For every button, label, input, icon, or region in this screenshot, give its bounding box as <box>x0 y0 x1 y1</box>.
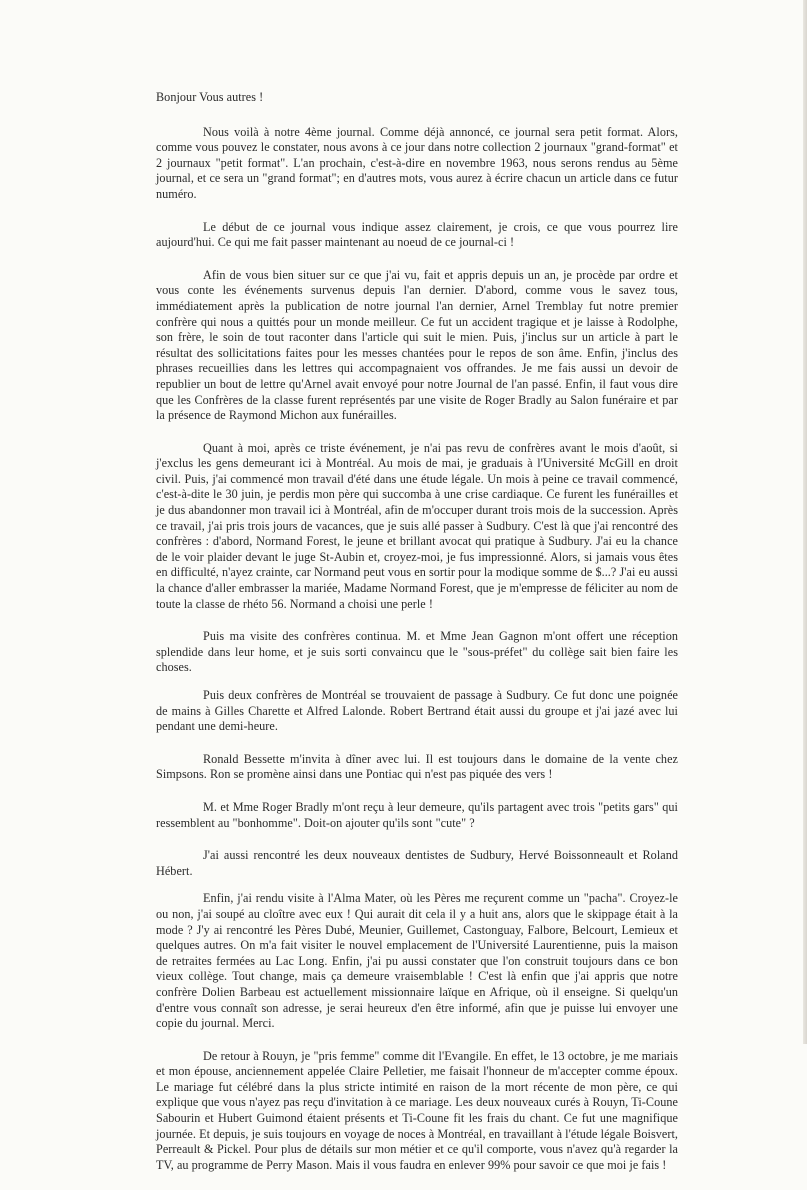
paragraph-bessette: Ronald Bessette m'invita à dîner avec lui. Il est toujours dans le domaine de la vente chez Simpsons. Ron se promène ainsi dans une Pontiac qui n'est pas piquée des vers ! <box>156 751 678 782</box>
paragraph-montreal-confreres: Puis deux confrères de Montréal se trouvaient de passage à Sudbury. Ce fut donc une poignée de mains à Gilles Charette et Alfred Lalonde. Robert Bertrand était aussi du groupe et j'ai jazé avec lui pendant une demi-heure. <box>156 688 678 734</box>
paragraph-journal-format: Nous voilà à notre 4ème journal. Comme déjà annoncé, ce journal sera petit format. Alors, comme vous pouvez le constater, nous avons à ce jour dans notre collection 2 journaux "grand-format" et 2 journaux "petit format". L'an prochain, c'est-à-dire en novembre 1963, nous serons rendus au 5ème journal, et ce sera un "grand format"; en d'autres mots, vous aurez à écrire chacun un article dans ce futur numéro. <box>156 124 678 201</box>
greeting: Bonjour Vous autres ! <box>156 90 264 104</box>
paragraph-marriage: De retour à Rouyn, je "pris femme" comme dit l'Evangile. En effet, le 13 octobre, je me mariais et mon épouse, anciennement appelée Claire Pelletier, me faisait l'honneur de m'accepter comme époux. Le mariage fut célébré dans la plus stricte intimité en raison de la mort récente de mon père, ce qui explique que vous n'ayez pas reçu d'invitation à ce mariage. Les deux nouveaux curés à Rouyn, Ti-Coune Sabourin et Hubert Guimond étaient présents et Ti-Coune fit les frais du chant. Ce fut une magnifique journée. Et depuis, je suis toujours en voyage de noces à Montréal, en travaillant à l'étude légale Boisvert, Perreault & Pickel. Pour plus de détails sur mon métier et ce qu'il comporte, vous n'avez qu'à regarder la TV, au programme de Perry Mason. Mais il vous faudra en enlever 99% pour savoir ce que moi je fais ! <box>156 1048 678 1172</box>
paragraph-dentists: J'ai aussi rencontré les deux nouveaux dentistes de Sudbury, Hervé Boissonneault et Roland Hébert. <box>156 848 678 878</box>
letter-body <box>156 90 678 1190</box>
paragraph-arnel-tremblay: Afin de vous bien situer sur ce que j'ai vu, fait et appris depuis un an, je procède par ordre et vous conte les événements survenus depuis l'an dernier. D'abord, comme vous le savez tous, immédiatement après la publication de notre journal l'an dernier, Arnel Tremblay fut notre premier confrère qui nous a quittés pour un monde meilleur. Ce fut un accident tragique et je laisse à Rodolphe, son frère, le soin de tout raconter dans l'article qui suit le mien. Puis, j'inclus sur un article à part le résultat des sollicitations faites pour les messes chantées pour le repos de son âme. Enfin, j'inclus des phrases recueillies dans les lettres qui accompagnaient vos offrandes. Je me fais aussi un devoir de republier un bout de lettre qu'Arnel avait envoyé pour notre Journal de l'an passé. Enfin, il faut vous dire que les Confrères de la classe furent représentés par une visite de Roger Bradly au Salon funéraire et par la présence de Raymond Michon aux funérailles. <box>156 267 678 423</box>
paragraph-gagnon: Puis ma visite des confrères continua. M. et Mme Jean Gagnon m'ont offert une réception splendide dans leur home, et je suis sorti convaincu que le "sous-préfet" du collège sait bien faire les choses. <box>156 629 678 675</box>
paragraph-alma-mater: Enfin, j'ai rendu visite à l'Alma Mater, où les Pères me reçurent comme un "pacha". Croyez-le ou non, j'ai soupé au cloître avec eux ! Qui aurait dit cela il y a huit ans, alors que le skippage était à la mode ? J'y ai rencontré les Pères Dubé, Meunier, Guillemet, Castonguay, Falbore, Belcourt, Lemieux et quelques autres. On m'a fait visiter le nouvel emplacement de l'Université Laurentienne, puis la maison de retraites fermées au Lac Long. Enfin, j'ai pu aussi constater que l'on construit toujours dans ce bon vieux collège. Tout change, mais ça demeure vraisemblable ! C'est là enfin que j'ai appris que notre confrère Dolien Barbeau est actuellement missionnaire laïque en Afrique, où il enseigne. Si quelqu'un d'entre vous connaît son adresse, je serai heureux d'en être informé, afin que je puisse lui envoyer une copie du journal. Merci. <box>156 891 678 1031</box>
paragraph-introduction: Le début de ce journal vous indique assez clairement, je crois, ce que vous pourrez lire aujourd'hui. Ce qui me fait passer maintenant au noeud de ce journal-ci ! <box>156 219 678 250</box>
page-edge <box>803 0 807 1044</box>
paragraph-sudbury-visit: Quant à moi, après ce triste événement, je n'ai pas revu de confrères avant le mois d'août, si j'exclus les gens demeurant ici à Montréal. Au mois de mai, je graduais à l'Université McGill en droit civil. Puis, j'ai commencé mon travail d'été dans une étude légale. Un mois à peine ce travail commencé, c'est-à-dite le 30 juin, je perdis mon père qui succomba à une crise cardiaque. Ce furent les funérailles et je dus abandonner mon travail ici à Montréal, afin de m'occuper durant trois mois de la succession. Après ce travail, j'ai pris trois jours de vacances, que je suis allé passer à Sudbury. C'est là que j'ai rencontré des confrères : d'abord, Normand Forest, le jeune et brillant avocat qui pratique à Sudbury. J'ai eu la chance de le voir plaider devant le juge St-Aubin et, croyez-moi, je fus impressionné. Alors, si jamais vous êtes en difficulté, n'ayez crainte, car Normand peut vous en sortir pour la modique somme de $...? J'ai eu aussi la chance d'aller embrasser la mariée, Madame Normand Forest, que je m'empresse de féliciter au nom de toute la classe de rhéto 56. Normand a choisi une perle ! <box>156 440 678 611</box>
paragraph-bradly: M. et Mme Roger Bradly m'ont reçu à leur demeure, qu'ils partagent avec trois "petits gars" qui ressemblent au "bonhomme". Doit-on ajouter qu'ils sont "cute" ? <box>156 799 678 830</box>
